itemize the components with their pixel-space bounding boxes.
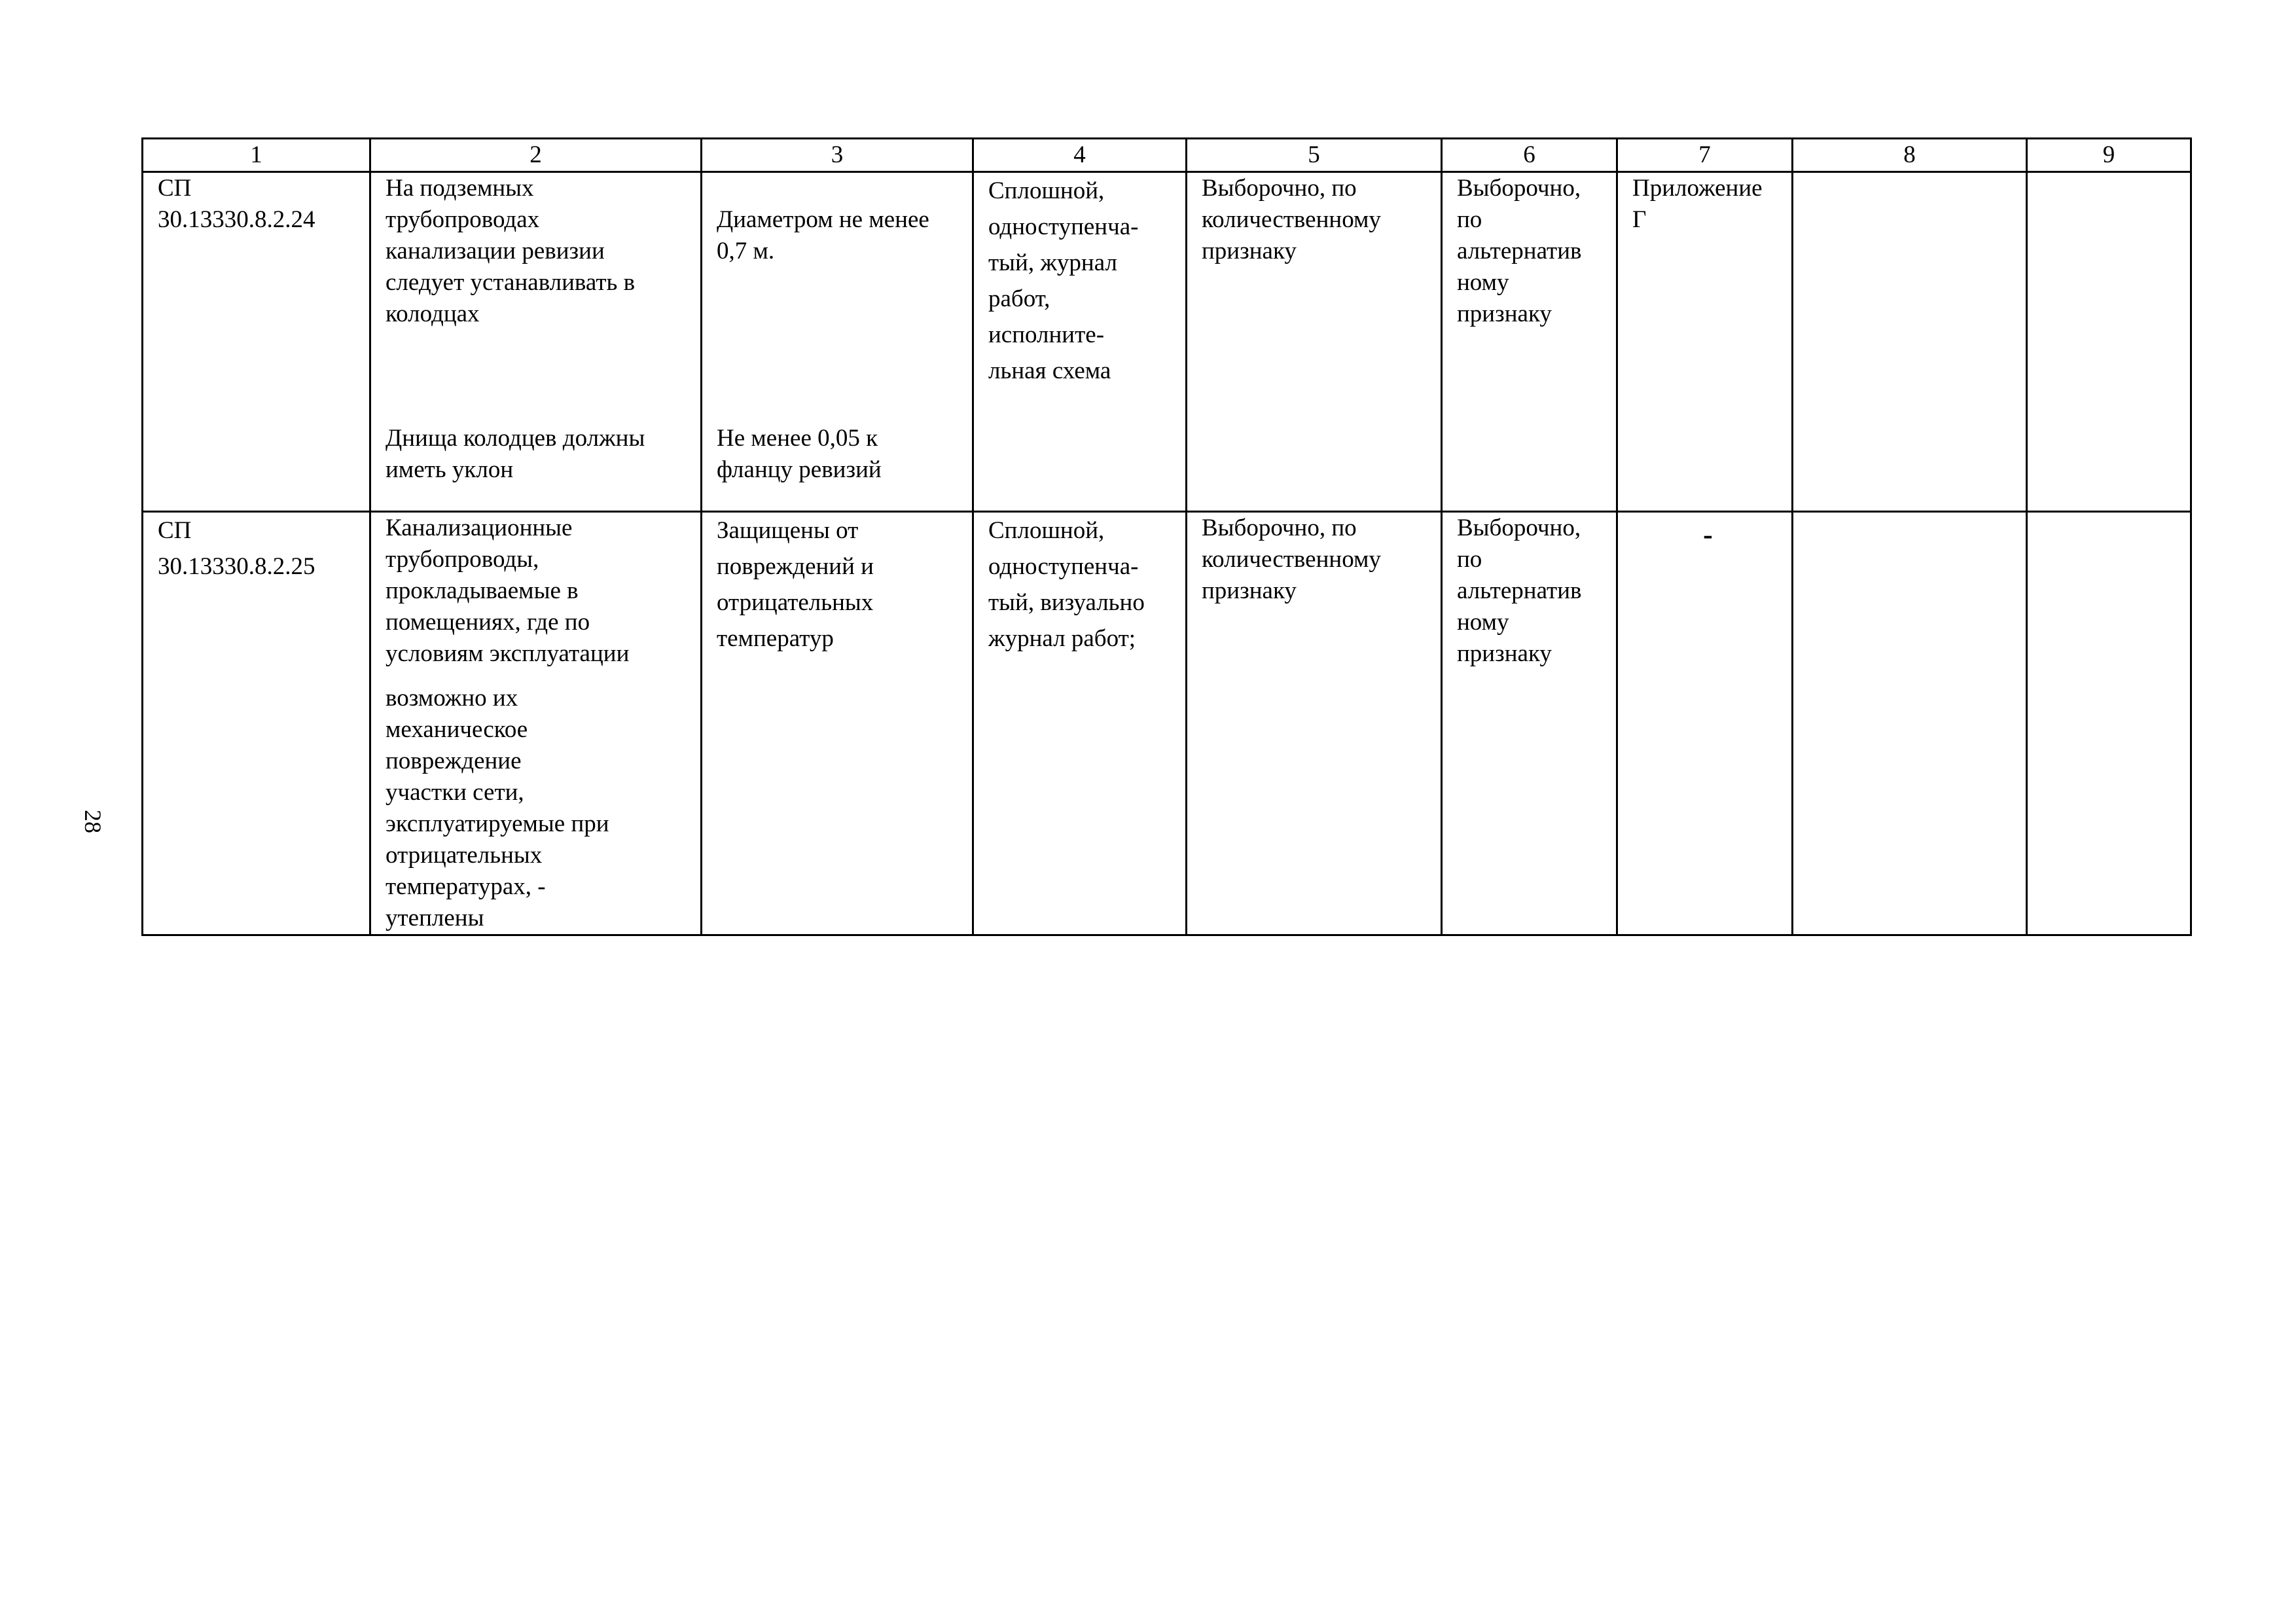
control-method-cell <box>973 172 1187 512</box>
empty-cell <box>1793 172 2027 512</box>
header-cell: 7 <box>1617 139 1793 172</box>
acceptance-text: Выборочно, по альтернатив ному признаку <box>1457 175 1582 327</box>
requirement-cell <box>370 512 702 935</box>
parameter-text: Не менее 0,05 к фланцу ревизий <box>717 425 882 483</box>
norm-reference: СП 30.13330.8.2.25 <box>158 517 315 580</box>
parameter-cell <box>702 512 973 935</box>
acceptance-cell <box>1442 172 1617 512</box>
requirement-text: Канализационные трубопроводы, прокладываемые в помещениях, где по условиям эксплуатации <box>386 514 630 667</box>
page-number: 28 <box>80 810 106 833</box>
table-row <box>143 172 2191 512</box>
header-cell: 8 <box>1793 139 2027 172</box>
header-cell: 1 <box>143 139 370 172</box>
acceptance-text: Выборочно, по альтернатив ному признаку <box>1457 514 1582 667</box>
requirements-table <box>141 137 2192 936</box>
table-row <box>143 512 2191 935</box>
norm-reference-cell <box>143 172 370 512</box>
parameter-text: Диаметром не менее 0,7 м. <box>717 206 929 264</box>
header-cell: 2 <box>370 139 702 172</box>
requirement-text: возможно их механическое повреждение участки сети, эксплуатируемые при отрицательных температурах, - утеплены <box>386 685 609 931</box>
header-cell: 5 <box>1187 139 1442 172</box>
appendix-cell <box>1617 172 1793 512</box>
header-row <box>143 139 2191 172</box>
empty-cell <box>2027 512 2191 935</box>
appendix-cell <box>1617 512 1793 935</box>
sampling-cell <box>1187 172 1442 512</box>
header-cell: 6 <box>1442 139 1617 172</box>
parameter-text: Защищены от повреждений и отрицательных температур <box>717 517 874 652</box>
requirement-text: Днища колодцев должны иметь уклон <box>386 425 645 483</box>
sampling-cell <box>1187 512 1442 935</box>
sampling-text: Выборочно, по количественному признаку <box>1202 175 1381 264</box>
appendix-text: - <box>1703 518 1713 550</box>
control-method-cell <box>973 512 1187 935</box>
empty-cell <box>2027 172 2191 512</box>
parameter-cell <box>702 172 973 512</box>
header-cell: 3 <box>702 139 973 172</box>
norm-reference: СП 30.13330.8.2.24 <box>158 175 315 233</box>
norm-reference-cell <box>143 512 370 935</box>
requirement-text: На подземных трубопроводах канализации ревизии следует устанавливать в колодцах <box>386 175 636 327</box>
appendix-text: Приложение Г <box>1632 175 1763 233</box>
control-method-text: Сплошной, одноступенча- тый, журнал работ, исполните- льная схема <box>988 177 1139 384</box>
sampling-text: Выборочно, по количественному признаку <box>1202 514 1381 604</box>
empty-cell <box>1793 512 2027 935</box>
header-cell: 9 <box>2027 139 2191 172</box>
header-cell: 4 <box>973 139 1187 172</box>
acceptance-cell <box>1442 512 1617 935</box>
control-method-text: Сплошной, одноступенча- тый, визуально журнал работ; <box>988 517 1145 652</box>
requirement-cell <box>370 172 702 512</box>
